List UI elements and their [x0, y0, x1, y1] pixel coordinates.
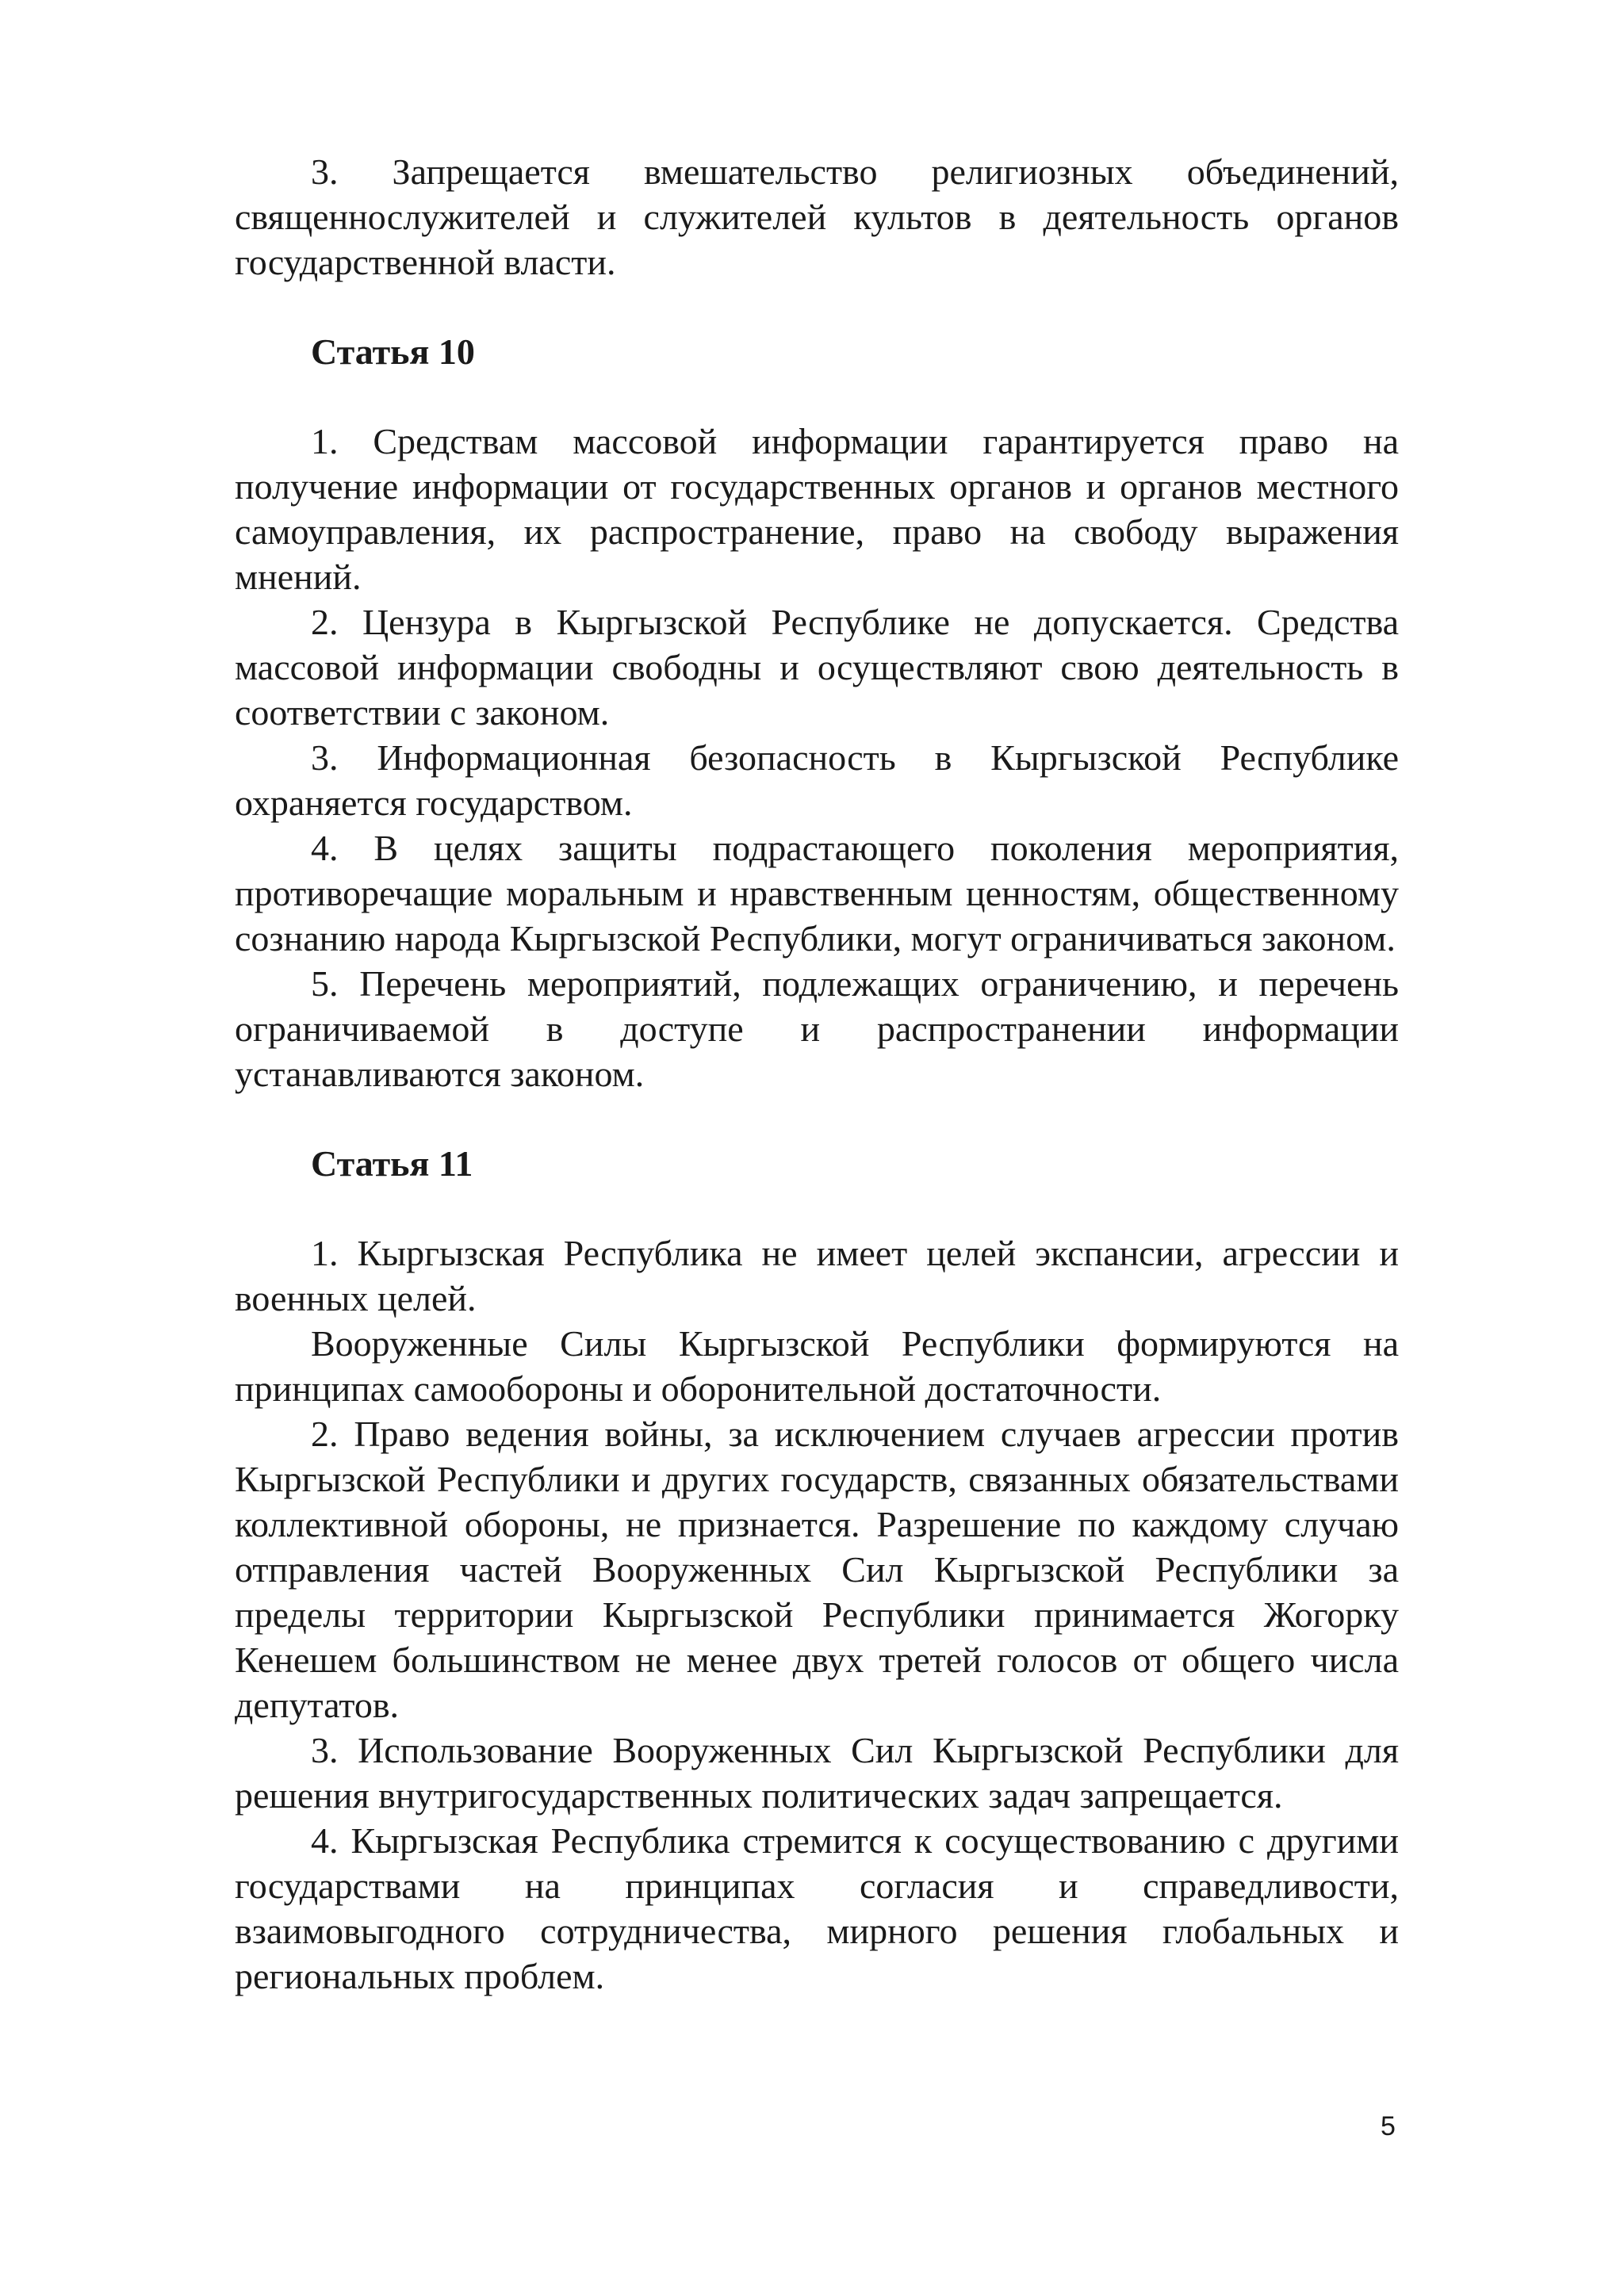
spacer: [235, 285, 1399, 329]
paragraph-art11-3: 3. Использование Вооруженных Сил Кыргызской Республики для решения внутригосударственных политических задач запрещается.: [235, 1730, 1399, 1816]
paragraph-art9-3: 3. Запрещается вмешательство религиозных объединений, священнослужителей и служителей культов в деятельность органов государственной власти.: [235, 151, 1399, 282]
spacer: [235, 1186, 1399, 1230]
paragraph-art11-1: 1. Кыргызская Республика не имеет целей экспансии, агрессии и военных целей.: [235, 1233, 1399, 1318]
paragraph-art11-4: 4. Кыргызская Республика стремится к сосуществованию с другими государствами на принципах согласия и справедливости, взаимовыгодного сотрудничества, мирного решения глобальных и региональных проблем.: [235, 1820, 1399, 1996]
paragraph-art10-4: 4. В целях защиты подрастающего поколения мероприятия, противоречащие моральным и нравственным ценностям, общественному сознанию народа Кыргызской Республики, могут ограничиваться законом.: [235, 828, 1399, 959]
article-heading-11: Статья 11: [311, 1143, 473, 1184]
spacer: [235, 374, 1399, 419]
paragraph-art10-2: 2. Цензура в Кыргызской Республике не допускается. Средства массовой информации свободны и осуществляют свою деятельность в соответствии с законом.: [235, 602, 1399, 733]
article-heading-10: Статья 10: [311, 331, 475, 372]
paragraph-art10-1: 1. Средствам массовой информации гарантируется право на получение информации от государственных органов и органов местного самоуправления, их распространение, право на свободу выражения мнений.: [235, 421, 1399, 597]
paragraph-art10-5: 5. Перечень мероприятий, подлежащих ограничению, и перечень ограничиваемой в доступе и распространении информации устанавливаются законом.: [235, 963, 1399, 1094]
document-body: [235, 149, 1399, 1999]
paragraph-art11-1b: Вооруженные Силы Кыргызской Республики формируются на принципах самообороны и оборонительной достаточности.: [235, 1323, 1399, 1409]
paragraph-art10-3: 3. Информационная безопасность в Кыргызской Республике охраняется государством.: [235, 737, 1399, 823]
spacer: [235, 1096, 1399, 1141]
page-number: 5: [1381, 2111, 1396, 2141]
paragraph-art11-2: 2. Право ведения войны, за исключением случаев агрессии против Кыргызской Республики и других государств, связанных обязательствами коллективной обороны, не признается. Разрешение по каждому случаю отправления частей Вооруженных Сил Кыргызской Республики за пределы территории Кыргызской Республики принимается Жогорку Кенешем большинством не менее двух третей голосов от общего числа депутатов.: [235, 1414, 1399, 1725]
